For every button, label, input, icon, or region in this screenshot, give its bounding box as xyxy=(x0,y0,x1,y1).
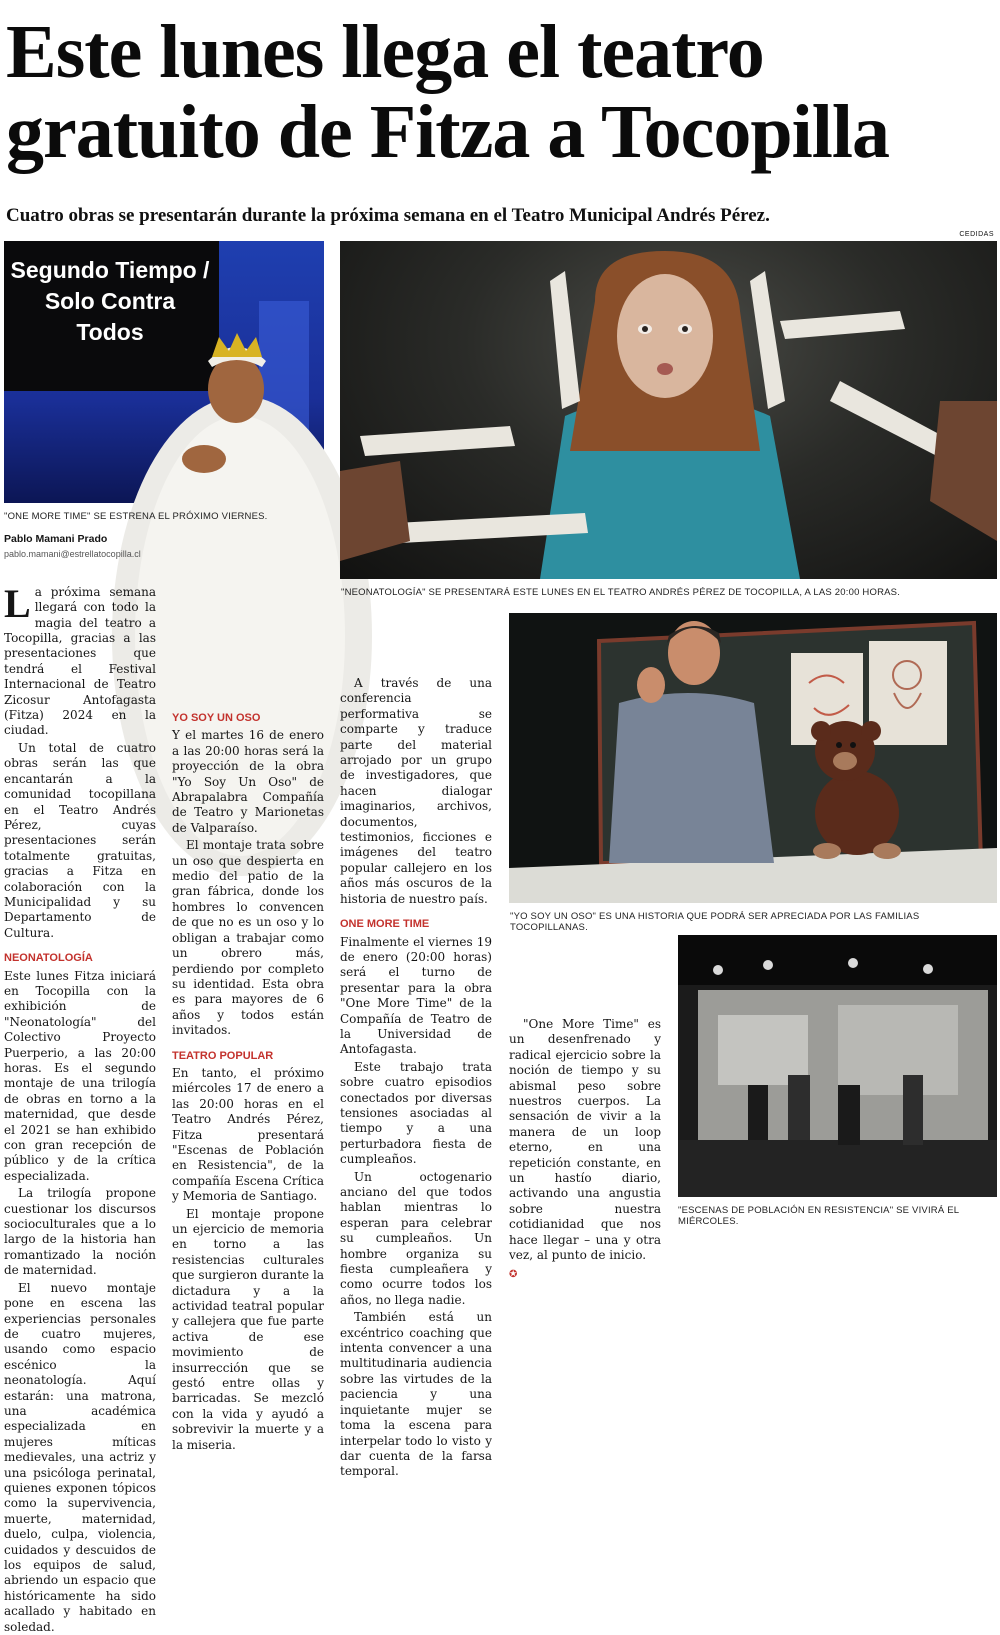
byline-name: Pablo Mamani Prado xyxy=(4,533,108,545)
paragraph-12: Este trabajo trata sobre cuatro episodios conectados por diversas tensiones asociadas al tiempo y a una perturbadora fiesta de cumpleaños. xyxy=(340,1059,492,1167)
section-heading-teatro-popular: TEATRO POPULAR xyxy=(172,1049,274,1062)
paragraph-1: a próxima semana llegará con todo la magia del teatro a Tocopilla, gracias a las presentaciones que tendrá el Festival Internacional de Teatro Zicosur Antofagasta (Fitza) 2024 en la ciudad. xyxy=(4,584,156,738)
headline: Este lunes llega el teatro gratuito de Fitza a Tocopilla xyxy=(6,10,889,174)
paragraph-6: Y el martes 16 de enero a las 20:00 horas será la proyección de la obra "Yo Soy Un Oso" de Abrapalabra Compañía de Teatro y Marionetas de Valparaíso. xyxy=(172,728,324,835)
photo-one-more-time xyxy=(4,241,324,503)
paragraph-13: Un octogenario anciano del que todos hablan mientras lo esperan para celebrar su cumpleaños. Un hombre organiza su fiesta cumpleañera y como ocurre todos los años, no llega nadie. xyxy=(340,1169,492,1307)
photo-neonatologia xyxy=(340,241,997,579)
section-heading-one-more-time: ONE MORE TIME xyxy=(340,918,430,931)
paragraph-9: El montaje propone un ejercicio de memoria en torno a las resistencias culturales que surgieron durante la dictadura y a la actividad teatral popular y callejera que fue parte activa de ese movimiento de insurrección que se gestó entre ollas y barricadas. Se mezcló con la vida y ayudó a sobrevivir la muerte y a la miseria. xyxy=(172,1206,324,1452)
section-heading-neonatologia: NEONATOLOGÍA xyxy=(4,952,93,965)
caption-neonatologia: "NEONATOLOGÍA" SE PRESENTARÁ ESTE LUNES EN EL TEATRO ANDRÉS PÉREZ DE TOCOPILLA, A LAS 20:00 HORAS. xyxy=(341,587,901,598)
paragraph-15: "One More Time" es un desenfrenado y radical ejercicio sobre la noción de tiempo y su abismal peso sobre nuestros cuerpos. La sensación de vivir a la manera de un loop eterno, en una repetición constante, en un hastío diario, activando una angustia sobre nuestra cotidianidad que nos hace llegar – una y otra vez, al punto de inicio. xyxy=(509,1017,661,1263)
paragraph-5: El nuevo montaje pone en escena las experiencias personales de cuatro mujeres, usando como espacio escénico la neonatología. Aquí estarán: una matrona, una académica especializada en mujeres míticas medievales, una actriz y una psicóloga perinatal, quienes exponen tópicos como la supervivencia, muerte, maternidad, duelo, culpa, violencia, cuidados y descuidos de los equipos de salud, abriendo un espacio que históricamente ha sido acallado y habitado en soledad. xyxy=(4,1280,156,1634)
caption-yo-soy-un-oso: "YO SOY UN OSO" ES UNA HISTORIA QUE PODRÁ SER APRECIADA POR LAS FAMILIAS TOCOPILLANAS. xyxy=(510,911,920,933)
photo-credit: CEDIDAS xyxy=(959,231,994,238)
drop-cap: L xyxy=(4,580,31,626)
column-1 xyxy=(4,532,156,1634)
column-4 xyxy=(509,939,661,1282)
paragraph-3: Este lunes Fitza iniciará en Tocopilla con la exhibición de "Neonatología" del Colectivo Proyecto Puerperio, a las 20:00 horas. Es el segundo montaje de una trilogía de obras en torno a la maternidad, que desde el 2021 se han exhibido con gran recepción de público y de la crítica especializada. xyxy=(4,968,156,1183)
paragraph-7: El montaje trata sobre un oso que despierta en medio del patio de la gran fábrica, donde los hombres lo convencen de que no es un oso y lo obligan a trabajar como un obrero más, perdiendo por completo su identidad. Esta obra es para mayores de 6 años y todos están invitados. xyxy=(172,838,324,1038)
section-heading-yo-soy-un-oso: YO SOY UN OSO xyxy=(172,712,261,724)
byline-email: pablo.mamani@estrellatocopilla.cl xyxy=(4,549,141,560)
paragraph-11: Finalmente el viernes 19 de enero (20:00 horas) será el turno de presentar para la obra "One More Time" de la Compañía de Teatro de la Universidad de Antofagasta. xyxy=(340,934,492,1057)
paragraph-8: En tanto, el próximo miércoles 17 de enero a las 20:00 horas en el Teatro Andrés Pérez, Fitza presentará "Escenas de Población en Resistencia", de la compañía Escena Crítica y Memoria de Santiago. xyxy=(172,1065,324,1204)
column-3 xyxy=(340,614,492,1482)
photo-yo-soy-un-oso xyxy=(509,613,997,903)
paragraph-10: A través de una conferencia performativa se comparte y traduce parte del material arrojado por un grupo de investigadores, que hacen dialogar imaginarios, archivos, documentos, testimonios, ficciones e imágenes del teatro popular callejero en los años más oscuros de la historia de nuestro país. xyxy=(340,676,492,906)
column-2 xyxy=(172,533,324,1452)
photo-escenas xyxy=(678,935,997,1197)
paragraph-4: La trilogía propone cuestionar los discursos socioculturales que a lo largo de la historia han romantizado la noción de maternidad. xyxy=(4,1186,156,1278)
paragraph-2: Un total de cuatro obras serán las que encantarán a la comunidad tocopillana en el Teatro Andrés Pérez, cuyas presentaciones serán totalmente gratuitas, gracias a Fitza en colaboración con la Municipalidad y su Departamento de Cultura. xyxy=(4,740,156,940)
subheadline: Cuatro obras se presentarán durante la próxima semana en el Teatro Municipal Andrés Pérez. xyxy=(6,205,770,226)
paragraph-14: También está un excéntrico coaching que intenta convencer a una multitudinaria audiencia sobre las virtudes de la paciencia y una inquietante mujer se toma la escena para interpelar todo lo visto y dar cuenta de la farsa temporal. xyxy=(340,1310,492,1479)
caption-escenas: "ESCENAS DE POBLACIÓN EN RESISTENCIA" SE VIVIRÁ EL MIÉRCOLES. xyxy=(678,1205,959,1227)
caption-one-more-time: "ONE MORE TIME" SE ESTRENA EL PRÓXIMO VIERNES. xyxy=(4,511,268,522)
end-mark-icon: ✪ xyxy=(509,1268,518,1280)
photo-overlay-text: Segundo Tiempo / Solo Contra Todos xyxy=(10,257,210,345)
